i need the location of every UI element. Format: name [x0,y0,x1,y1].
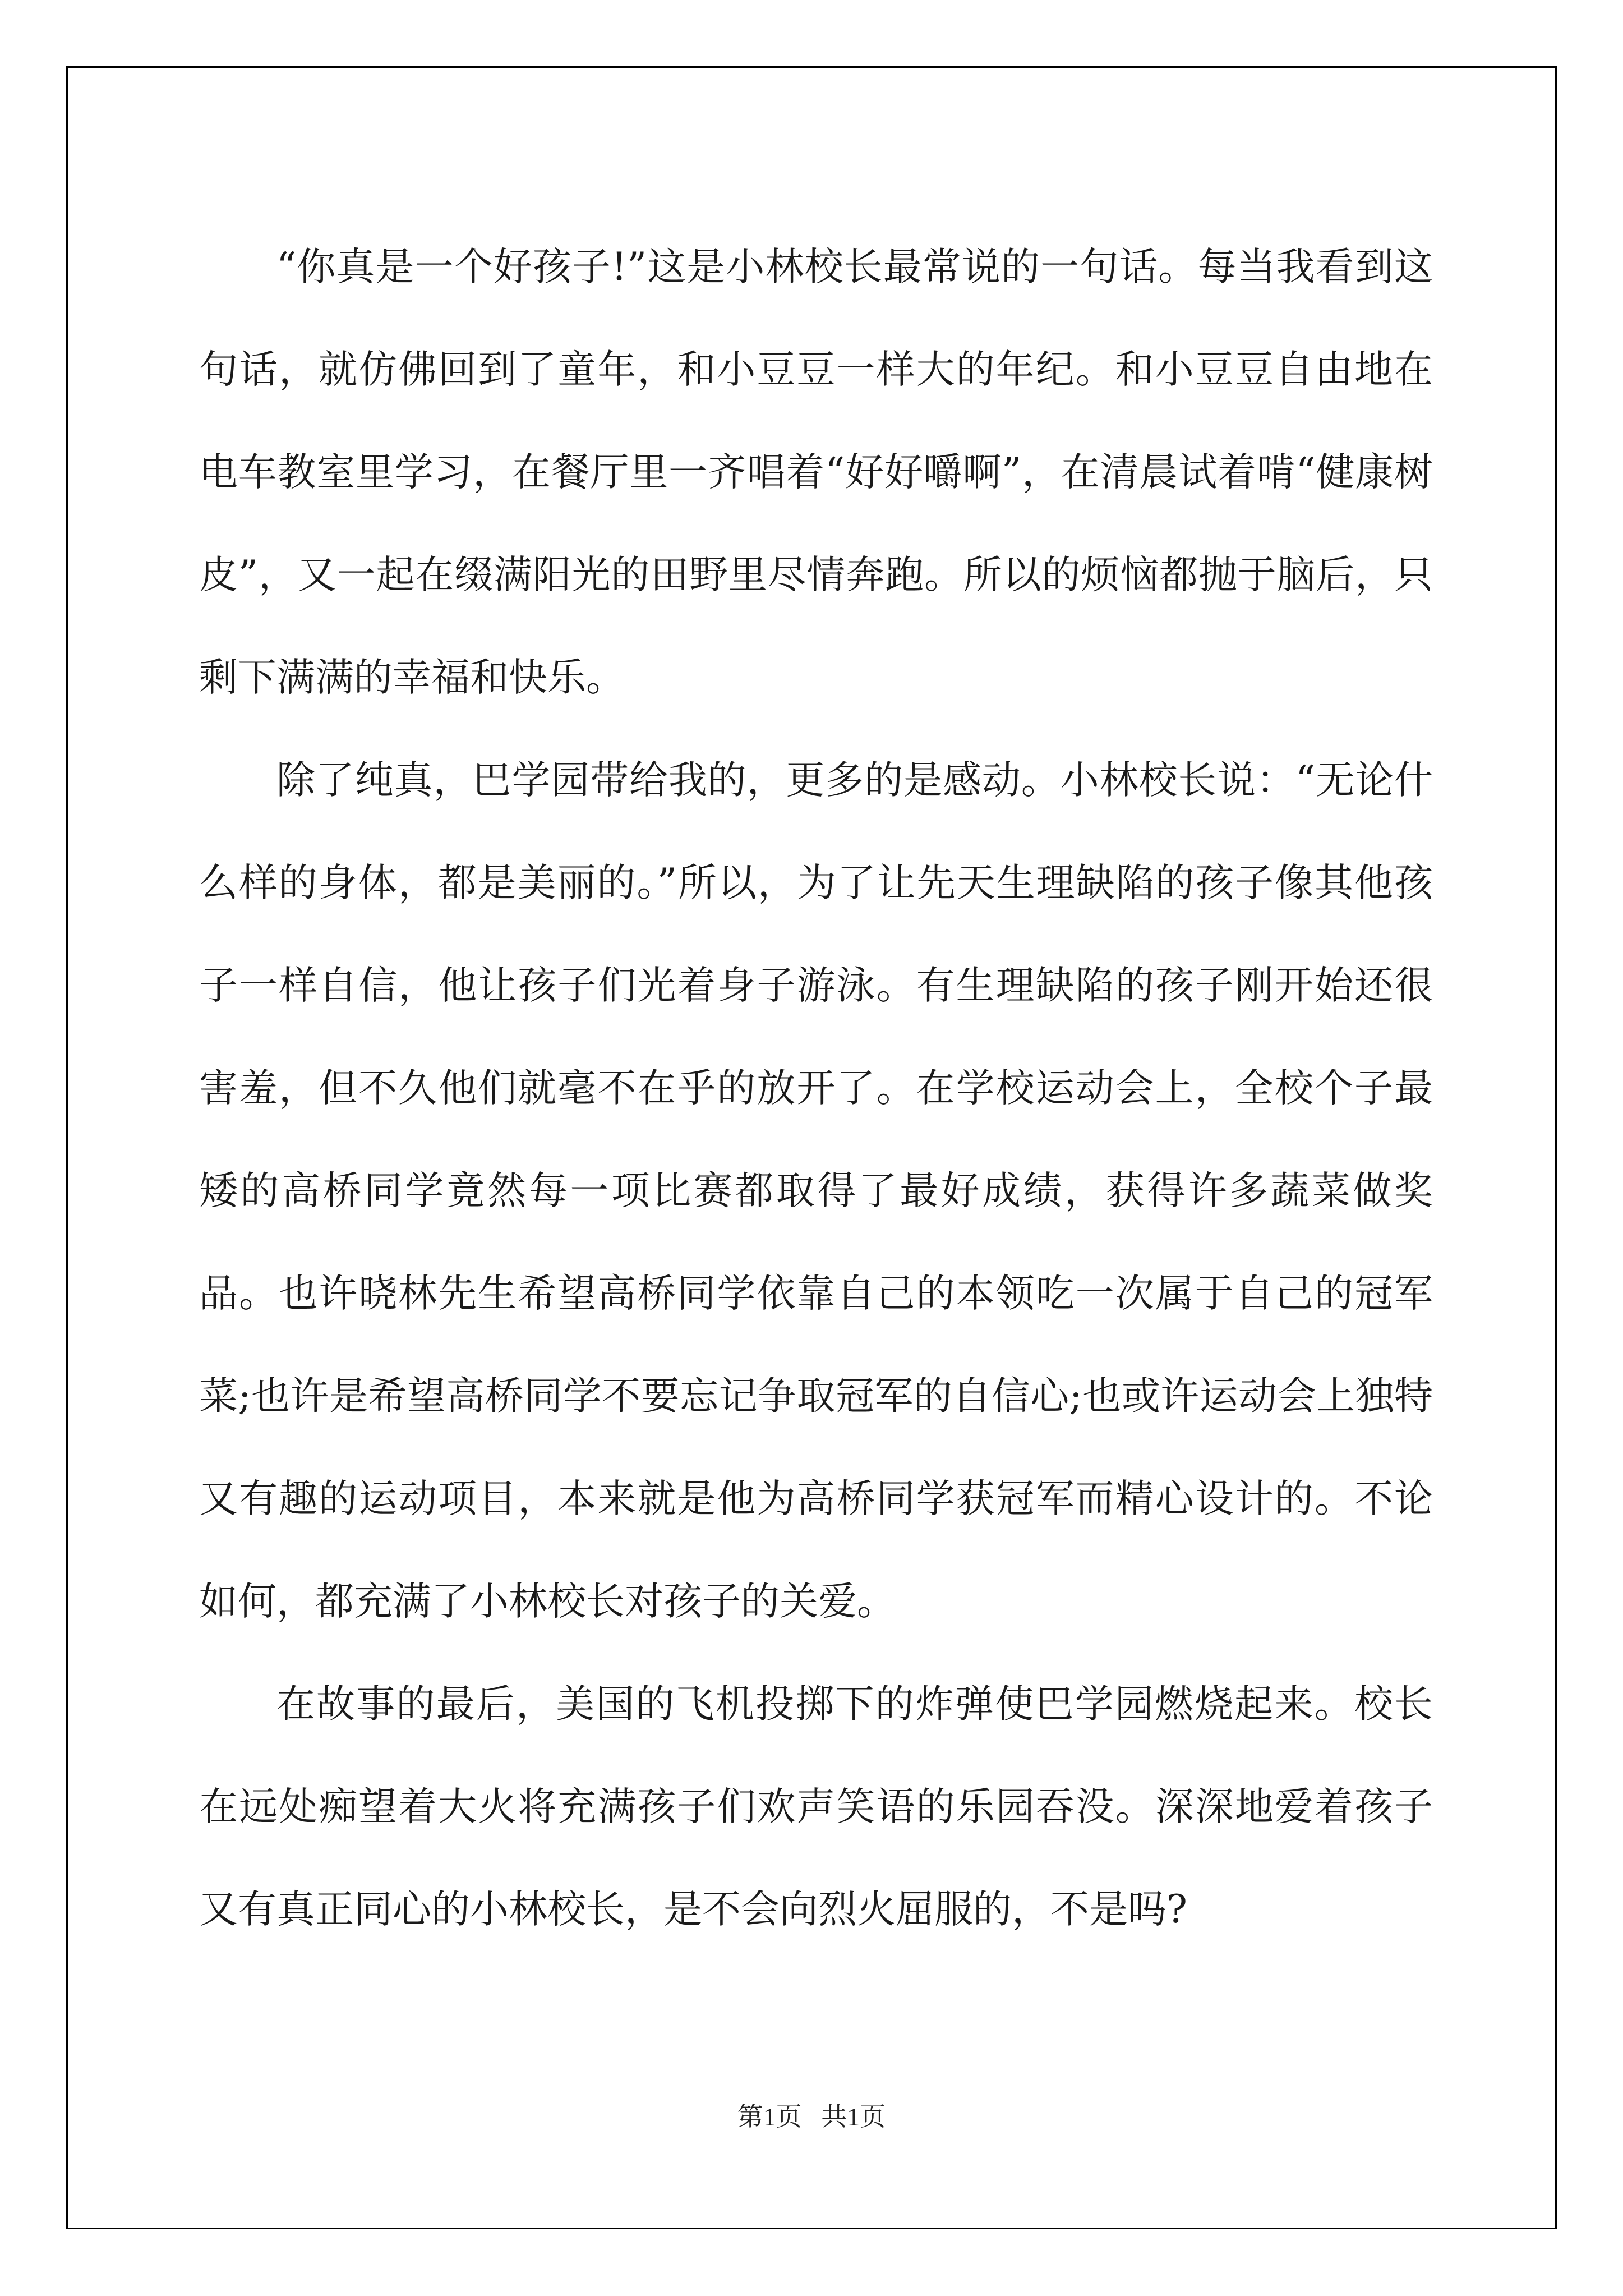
paragraph-1: “你真是一个好孩子!”这是小林校长最常说的一句话。每当我看到这句话，就仿佛回到了童年，和小豆豆一样大的年纪。和小豆豆自由地在电车教室里学习，在餐厅里一齐唱着“好好嚼啊”，在清晨试着啃“健康树皮”，又一起在缀满阳光的田野里尽情奔跑。所以的烦恼都抛于脑后，只剩下满满的幸福和快乐。 [199,245,1433,700]
page-footer: 第1页 共1页 [737,2102,886,2131]
paragraph-3: 在故事的最后，美国的飞机投掷下的炸弹使巴学园燃烧起来。校长在远处痴望着大火将充满孩子们欢声笑语的乐园吞没。深深地爱着孩子又有真正同心的小林校长，是不会向烈火屈服的，不是吗? [199,1682,1433,1932]
document-body [199,216,1433,1961]
paragraph-2: 除了纯真，巴学园带给我的，更多的是感动。小林校长说：“无论什么样的身体，都是美丽的。”所以，为了让先天生理缺陷的孩子像其他孩子一样自信，他让孩子们光着身子游泳。有生理缺陷的孩子刚开始还很害羞，但不久他们就毫不在乎的放开了。在学校运动会上，全校个子最矮的高桥同学竟然每一项比赛都取得了最好成绩，获得许多蔬菜做奖品。也许晓林先生希望高桥同学依靠自己的本领吃一次属于自己的冠军菜;也许是希望高桥同学不要忘记争取冠军的自信心;也或许运动会上独特又有趣的运动项目，本来就是他为高桥同学获冠军而精心设计的。不论如何，都充满了小林校长对孩子的关爱。 [199,758,1433,1624]
